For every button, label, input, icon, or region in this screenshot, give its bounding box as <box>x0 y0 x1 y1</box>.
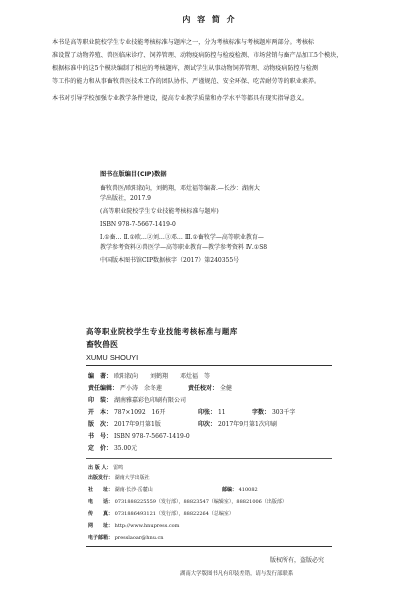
pub-issue <box>88 474 150 482</box>
price-label: 定 价： <box>88 445 113 452</box>
credit-sheets <box>198 408 226 417</box>
isbn-label: 书 号： <box>88 433 113 440</box>
pub-phone <box>88 498 287 506</box>
pub-zip <box>222 486 258 494</box>
cip-line: (高等职业院校学生专业技能考核标准与题库) <box>100 208 219 215</box>
intro-line: 根据标准中的这5个模块编制了相应的考核题库，测试学生从事动物饲养管理、动物疫病防控与检测 <box>52 65 318 72</box>
author-value: 欧阳叙向 刘鹤翔 邓灶福 等 <box>113 373 210 380</box>
credit-editor <box>88 384 162 393</box>
format-label: 开 本： <box>88 409 113 416</box>
email-label: 电子邮箱： <box>88 535 114 541</box>
credit-print <box>88 396 186 405</box>
cip-lines <box>100 184 267 266</box>
editor-value: 严小涛 余冬莲 <box>119 385 162 392</box>
divider <box>86 546 332 547</box>
isbn-value: ISBN 978-7-5667-1419-0 <box>113 433 190 440</box>
words-label: 字数： <box>252 409 271 416</box>
cip-line: 中国版本图书馆CIP数据核字（2017）第240355号 <box>100 257 240 264</box>
intro-line: 准设置了动物养殖、兽医临床诊疗、饲养管理、动物疫病防控与检疫检测、市场营销与畜产品加工5个模块， <box>52 52 343 59</box>
divider <box>86 365 332 366</box>
issue-label: 出版发行： <box>88 475 114 481</box>
pub-email <box>88 534 164 542</box>
print-label: 印 装： <box>88 397 113 404</box>
book-pinyin: XUMU SHOUYI <box>86 353 139 362</box>
issue-value: 湖南大学出版社 <box>114 475 150 481</box>
credit-isbn <box>88 432 190 441</box>
defect-notice: 湖南大学版图书凡有印装差错，请与发行部联系 <box>180 571 294 577</box>
book-title: 畜牧兽医 <box>86 340 118 349</box>
edition-value: 2017年9月第1版 <box>113 421 161 428</box>
address-value: 湖南·长沙·岳麓山 <box>114 487 153 493</box>
zip-value: 410082 <box>238 487 258 493</box>
credit-author <box>88 372 210 381</box>
proof-value: 全健 <box>219 385 232 392</box>
credit-edition <box>88 420 161 429</box>
intro-title: 内 容 简 介 <box>182 15 237 24</box>
zip-label: 邮编： <box>222 487 238 493</box>
editor-label: 责任编辑： <box>88 385 119 392</box>
sheets-label: 印张： <box>198 409 217 416</box>
proof-label: 责任校对： <box>188 385 219 392</box>
email-value: presslaoar@hnu.cn <box>114 535 164 541</box>
series-title: 高等职业院校学生专业技能考核标准与题库 <box>86 327 238 336</box>
words-value: 303千字 <box>271 409 296 416</box>
intro-line: 本书是高等职业院校学生专业技能考核标准与题库之一，分为考核标准与考核题库两部分。考核标 <box>52 39 315 46</box>
cip-heading: 图书在版编目(CIP)数据 <box>100 171 167 178</box>
credit-words <box>252 408 295 417</box>
intro-line: 等工作的能力和从事畜牧兽医技术工作的团队协作、严谨规范、安全环保、吃苦耐劳等的职业素养。 <box>52 78 321 85</box>
pub-fax <box>88 510 234 518</box>
rights-notice: 版权所有，盗版必究 <box>270 557 325 564</box>
intro-line: 本书对引导学校加强专业教学条件建设，提高专业教学质量和办学水平等都具有现实指导意义。 <box>52 95 308 102</box>
intro-paragraph-1 <box>52 36 362 88</box>
print-value: 湖南雅嘉彩色印刷有限公司 <box>113 397 186 404</box>
pub-address <box>88 486 153 494</box>
divider <box>86 458 332 459</box>
web-label: 网 址： <box>88 523 114 529</box>
edition-label: 版 次： <box>88 421 113 428</box>
publisher-name-label: 出 版 人： <box>88 465 112 471</box>
cip-line: ISBN 978-7-5667-1419-0 <box>100 221 176 228</box>
publisher-name-value: 雷鸣 <box>113 465 124 471</box>
author-label: 编 著： <box>88 373 113 380</box>
cip-line: Ⅰ.①畜… Ⅱ.①欧…②刘…③邓… Ⅲ.①畜牧学—高等职业教育— <box>100 234 264 241</box>
pub-web <box>88 522 179 530</box>
intro-paragraph-2 <box>52 92 362 105</box>
web-value: http://www.hnupress.com <box>114 523 180 529</box>
credit-printing <box>198 420 277 429</box>
credit-proof <box>188 384 232 393</box>
cip-line: 畜牧兽医/欧阳叙向，刘鹤翔，邓灶福等编著.—长沙：湖南大 <box>100 185 260 192</box>
fax-value: 0731886493121（发行部），88822264（总编室） <box>114 511 234 517</box>
phone-value: 0731888225559（发行部），88823547（编辑室），88821006（出版部） <box>114 499 287 505</box>
pub-publisher <box>88 464 123 472</box>
credit-price <box>88 444 137 453</box>
printing-label: 印次： <box>198 421 217 428</box>
format-value: 787×1092 16开 <box>113 409 166 416</box>
cip-line: 学出版社，2017.9 <box>100 195 151 202</box>
fax-label: 传 真： <box>88 511 114 517</box>
sheets-value: 11 <box>217 409 226 416</box>
cip-line: 教学参考资料②兽医学—高等职业教育—教学参考资料 Ⅳ.①S8 <box>100 244 268 251</box>
credit-format <box>88 408 165 417</box>
address-label: 社 址： <box>88 487 114 493</box>
price-value: 35.00元 <box>113 445 138 452</box>
phone-label: 电 话： <box>88 499 114 505</box>
printing-value: 2017年9月第1次印刷 <box>217 421 277 428</box>
